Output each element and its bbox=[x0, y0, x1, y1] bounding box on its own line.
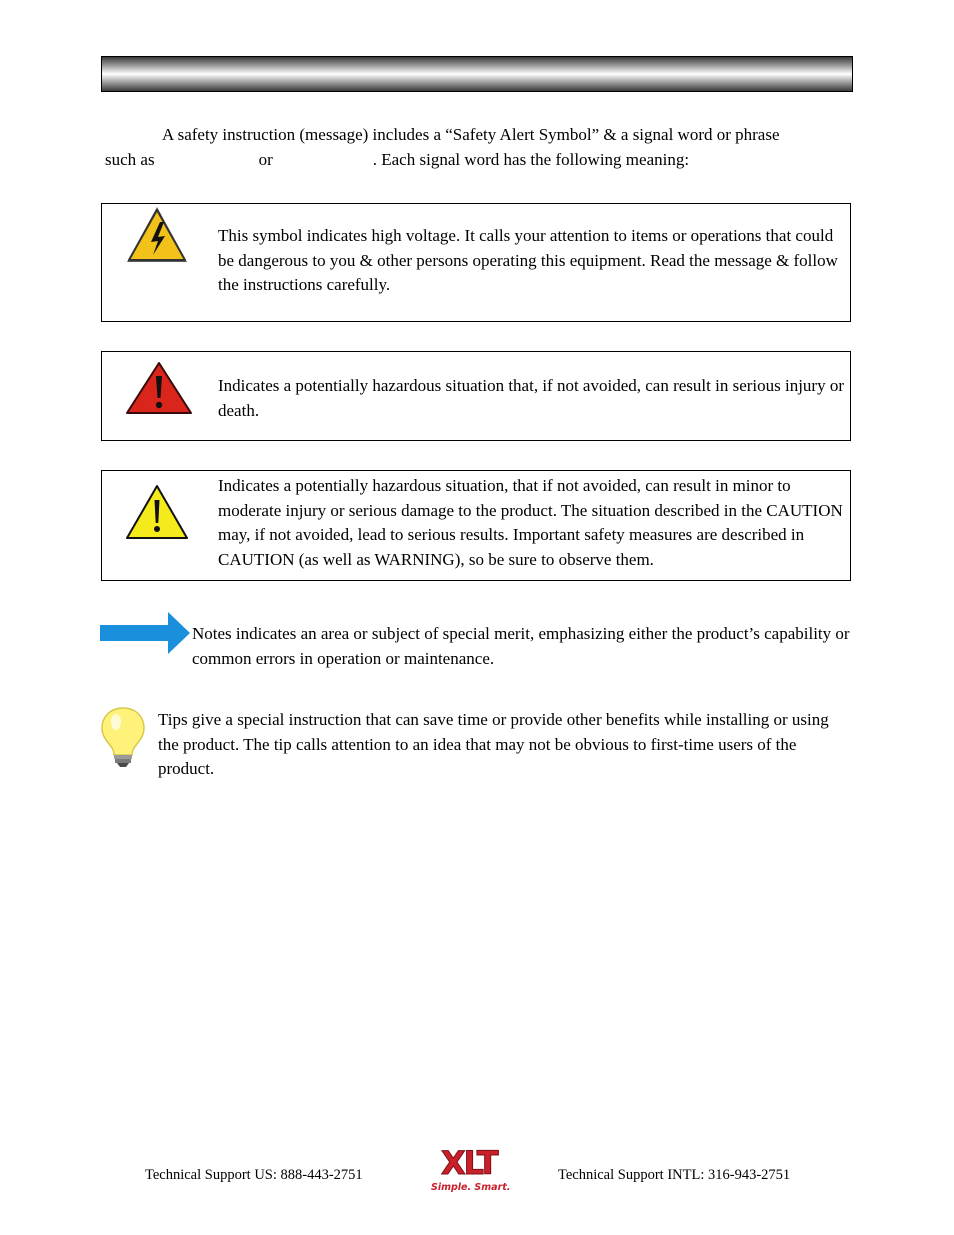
tip-block bbox=[100, 704, 852, 784]
svg-text:Simple. Smart.: Simple. Smart. bbox=[431, 1182, 511, 1193]
intro-such-as: such as bbox=[105, 150, 155, 169]
intro-line-2 bbox=[105, 147, 850, 172]
support-intl-phone: Technical Support INTL: 316-943-2751 bbox=[558, 1167, 791, 1183]
high-voltage-icon bbox=[124, 204, 190, 266]
caution-box bbox=[101, 470, 851, 581]
arrow-right-icon bbox=[100, 610, 192, 656]
page-footer bbox=[0, 1140, 954, 1200]
intro-line-1: A safety instruction (message) includes a “Safety Alert Symbol” & a signal word or phrase bbox=[162, 125, 780, 144]
caution-icon bbox=[124, 483, 190, 541]
intro-or: or bbox=[258, 150, 273, 169]
high-voltage-box bbox=[101, 203, 851, 322]
xlt-logo bbox=[425, 1142, 530, 1194]
caution-text: Indicates a potentially hazardous situation, that if not avoided, can result in minor to moderate injury or serious damage to the product. The situation described in the CAUTION may, if not avoided, lead to serious results. Important safety measures are described in CAUTION (as well as WARNING), so be sure to observe them. bbox=[218, 476, 843, 569]
tip-text: Tips give a special instruction that can save time or provide other benefits while installing or using the product. The tip calls attention to an idea that may not be obvious to first-time users of the product. bbox=[158, 710, 829, 778]
svg-text:XLT: XLT bbox=[441, 1144, 497, 1182]
intro-meaning: . Each signal word has the following meaning: bbox=[372, 150, 690, 169]
warning-icon bbox=[124, 360, 194, 416]
section-header-bar bbox=[101, 56, 853, 92]
note-text: Notes indicates an area or subject of special merit, emphasizing either the product’s capability or common errors in operation or maintenance. bbox=[192, 624, 850, 668]
warning-box bbox=[101, 351, 851, 441]
high-voltage-text: This symbol indicates high voltage. It calls your attention to items or operations that could be dangerous to you & other persons operating this equipment. Read the message & follow the instructions carefully. bbox=[218, 226, 838, 294]
warning-text: Indicates a potentially hazardous situation that, if not avoided, can result in serious injury or death. bbox=[218, 376, 845, 420]
lightbulb-icon bbox=[100, 706, 146, 770]
intro-paragraph bbox=[105, 122, 850, 172]
note-block bbox=[100, 610, 852, 680]
support-us-phone: Technical Support US: 888-443-2751 bbox=[145, 1167, 363, 1183]
